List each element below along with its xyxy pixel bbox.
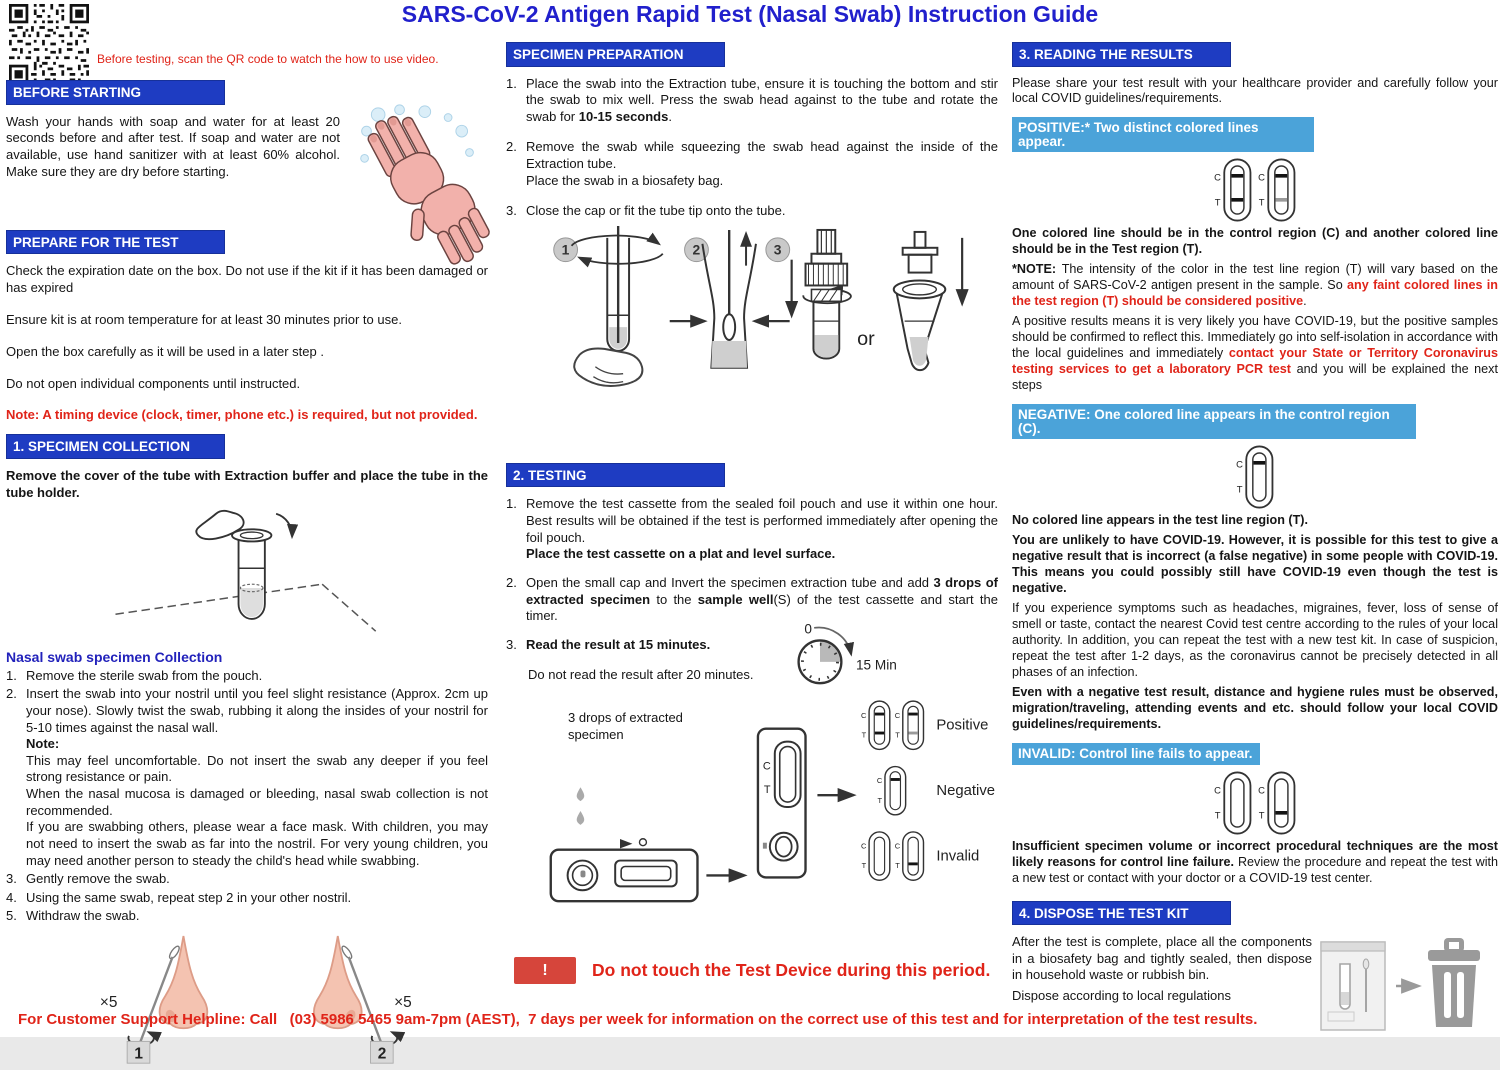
control-region-label: C — [762, 760, 771, 773]
step-number: 1. — [506, 496, 517, 512]
negative-p1: If you experience symptoms such as headaches, migraines, fever, loss of sense of smell or taste, contact the nearest Covid test centre according to the rules of your local authority. In addition, you can repeat the test with a new test kit. In case of suspicion, repeat the test after 1-2 days, as the coronavirus cannot be precisely detected in all phases of an infection. — [1012, 601, 1498, 680]
invalid-normal: Review the procedure and repeat the test with a new test or contact with your doctor or a COVID-19 test center. — [1012, 854, 1498, 885]
positive-note — [1012, 262, 1498, 310]
step-number: 4. — [6, 889, 17, 905]
drops-label: 3 drops of extracted specimen — [568, 710, 683, 742]
positive-header: POSITIVE:* Two distinct colored lines appear. — [1012, 117, 1314, 152]
specimen-preparation-diagram — [506, 224, 996, 452]
invalid-bold: Insufficient specimen volume or incorrect procedural techniques are the most likely reasons for control line failure. — [1012, 838, 1498, 869]
hand-washing-icon — [354, 102, 482, 238]
invalid-cassette-test-only — [1258, 771, 1296, 835]
step-number: 2. — [506, 139, 517, 155]
negative-b1: No colored line appears in the test line region (T). — [1012, 513, 1308, 528]
positive-result-label: Positive — [936, 718, 989, 735]
testing-step-3: Read the result at 15 minutes. — [526, 636, 711, 652]
invalid-result-label: Invalid — [936, 848, 980, 865]
timing-device-note: Note: A timing device (clock, timer, phone etc.) is required, but not provided. — [6, 407, 478, 423]
prep-step-2b: Place the swab in a biosafety bag. — [526, 172, 724, 188]
testing-step-2: Open the small cap and Invert the specimen extraction tube and add — [526, 574, 934, 590]
trash-can-icon — [1428, 938, 1480, 1027]
negative-header: NEGATIVE: One colored line appears in the control region (C). — [1012, 404, 1416, 439]
positive-cassette-strong — [1214, 158, 1252, 222]
invalid-text — [1012, 839, 1498, 887]
extraction-tube-holder-icon — [92, 506, 402, 638]
collection-note-label: Note: — [26, 736, 60, 752]
section-before-starting: BEFORE STARTING — [6, 80, 225, 105]
panel-3-number: 3 — [773, 241, 782, 258]
invalid-cassettes — [1012, 771, 1498, 835]
positive-note-mid: The intensity of the color in the test line region (T) will vary based on the amount of SARS-CoV-2 antigen present in the sample. So — [1012, 262, 1498, 293]
positive-p2-red: contact your State or Territory Coronavirus testing services to get a laboratory PCR test — [1012, 346, 1498, 377]
positive-line1: One colored line should be in the control region (C) and another colored line should be in the Test region (T). — [1012, 226, 1498, 257]
section-prepare: PREPARE FOR THE TEST — [6, 230, 225, 255]
step-number: 1. — [506, 75, 517, 91]
biosafety-bag-icon — [1321, 942, 1385, 1030]
middle-column — [506, 42, 998, 984]
positive-cassette-faint — [1258, 158, 1296, 222]
prep-step-3: Close the cap or fit the tube tip onto the tube. — [526, 203, 786, 219]
testing-step-1: Remove the test cassette from the sealed foil pouch and use it within one hour. Best results will be obtained if the test is performed immediately after opening the foil pouch. — [526, 496, 998, 545]
section-specimen-preparation: SPECIMEN PREPARATION — [506, 42, 725, 67]
timer-icon — [781, 621, 897, 691]
positive-cassettes — [1012, 158, 1498, 222]
prepare-p4: Do not open individual components until instructed. — [6, 375, 301, 391]
negative-cassette-control-only — [1236, 445, 1274, 509]
before-starting-text: Wash your hands with soap and water for at least 20 seconds before and after test. If soap and water are not available, use hand sanitizer with at least 60% alcohol. Make sure they are dry before starting. — [6, 113, 340, 180]
testing-step-1-bold: Place the test cassette on a plat and level surface. — [526, 546, 836, 562]
step-number: 2. — [506, 574, 517, 590]
nostril-1-tag: 1 — [134, 1045, 143, 1063]
timer-15min-label: 15 Min — [855, 657, 897, 673]
prep-step-1-end: . — [668, 108, 672, 124]
prep-step-1: Place the swab into the Extraction tube, ensure it is touching the bottom and stir the swab to mix well. Press the swab head against to the tube and rotate the swab for — [526, 75, 998, 124]
negative-cassette — [1012, 445, 1498, 509]
collection-note-1: This may feel uncomfortable. Do not insert the swab any deeper if you feel strong resistance or pain. — [26, 752, 488, 785]
test-region-label: T — [763, 784, 771, 797]
section-specimen-collection: 1. SPECIMEN COLLECTION — [6, 434, 225, 459]
prep-step-1-bold: 10-15 seconds — [578, 108, 669, 124]
collection-step-4: Using the same swab, repeat step 2 in your other nostril. — [26, 889, 352, 905]
testing-after-note: Do not read the result after 20 minutes. — [528, 667, 754, 683]
dispose-p2: Dispose according to local regulations — [1012, 987, 1231, 1003]
prep-step-2: Remove the swab while squeezing the swab head against the inside of the Extraction tube. — [526, 139, 998, 171]
prepare-p2: Ensure kit is at room temperature for at least 30 minutes prior to use. — [6, 311, 402, 327]
section-testing: 2. TESTING — [506, 463, 725, 488]
repeat-count-label: ×5 — [99, 993, 118, 1011]
positive-note-end: . — [1303, 294, 1307, 309]
right-column — [1012, 42, 1498, 1038]
step-number: 2. — [6, 686, 17, 702]
left-column — [6, 80, 488, 1070]
step-number: 3. — [506, 203, 517, 219]
step-number: 3. — [506, 636, 517, 652]
panel-2-number: 2 — [692, 241, 701, 258]
testing-step-2-end: (S) of the test cassette and start the timer. — [526, 591, 998, 624]
reading-intro: Please share your test result with your healthcare provider and carefully follow your local COVID guidelines/requirements. — [1012, 75, 1498, 106]
testing-step-2-mid: to the — [650, 591, 698, 607]
section-dispose: 4. DISPOSE THE TEST KIT — [1012, 901, 1231, 926]
customer-support-helpline: For Customer Support Helpline: Call (03) 5986 5465 9am-7pm (AEST), 7 days per week for information on the correct use of this test and for interpretation of the test results. — [18, 1011, 1258, 1028]
nasal-swab-subheader: Nasal swab specimen Collection — [6, 648, 223, 665]
invalid-header: INVALID: Control line fails to appear. — [1012, 743, 1260, 765]
section-reading-results: 3. READING THE RESULTS — [1012, 42, 1231, 67]
step-number: 5. — [6, 908, 17, 924]
collection-step-5: Withdraw the swab. — [26, 908, 140, 924]
testing-step-2-bold2: sample well — [697, 591, 774, 607]
page-title: SARS-CoV-2 Antigen Rapid Test (Nasal Swab) Instruction Guide — [401, 1, 1099, 27]
step-number: 3. — [6, 871, 17, 887]
qr-code — [9, 4, 89, 84]
positive-note-red: any faint colored lines in the test region (T) should be considered positive — [1012, 278, 1498, 309]
positive-p2-post: and you will be explained the next steps — [1012, 362, 1498, 393]
collection-note-3: If you are swabbing others, please wear a face mask. With children, you may not need to insert the swab as far into the nostril. For very young children, you may need another person to steady the child's head while swabbing. — [26, 819, 488, 868]
prepare-p1: Check the expiration date on the box. Do not use if the kit if it has been damaged or has expired — [6, 263, 488, 295]
repeat-count-label: ×5 — [394, 993, 412, 1011]
or-label: or — [857, 327, 875, 350]
nostril-2-tag: 2 — [377, 1045, 387, 1063]
collection-step-2: Insert the swab into your nostril until you feel slight resistance (Approx. 2cm up your nose). Slowly twist the swab, rubbing it along the insides of your nostril for 5-10 times against the nasal wall. — [26, 686, 488, 735]
dispose-icon — [1316, 934, 1496, 1038]
dispose-p1: After the test is complete, place all the components in a biosafety bag and tightly sealed, then dispose in household waste or rubbish bin. — [1012, 934, 1312, 983]
positive-p2-pre: A positive results means it is very likely you have COVID-19, but the positive samples should be confirmed to reflect this. Immediately go into self-isolation in accordance with the local guidelines and immediately — [1012, 314, 1498, 361]
qr-caption: Before testing, scan the QR code to watch the how to use video. — [97, 52, 439, 66]
positive-p2 — [1012, 314, 1498, 394]
invalid-cassette-blank — [1214, 771, 1252, 835]
negative-b3: Even with a negative test result, distance and hygiene rules must be observed, migration/traveling, attending events and etc. should follow your local COVID guidelines/requirements. — [1012, 685, 1498, 732]
collection-intro: Remove the cover of the tube with Extraction buffer and place the tube in the tube holder. — [6, 467, 488, 500]
prepare-p3: Open the box carefully as it will be used in a later step . — [6, 343, 324, 359]
panel-1-number: 1 — [561, 241, 570, 258]
warning-icon: ! — [514, 957, 576, 984]
do-not-touch-warning: Do not touch the Test Device during this period. — [592, 960, 991, 981]
negative-result-label: Negative — [936, 783, 996, 800]
collection-step-3: Gently remove the swab. — [26, 871, 170, 887]
collection-note-2: When the nasal mucosa is damaged or bleeding, nasal swab collection is not recommended. — [26, 786, 488, 818]
positive-note-label: *NOTE: — [1012, 262, 1057, 277]
negative-b2: You are unlikely to have COVID-19. However, it is possible for this test to give a negative result that is incorrect (a false negative) in some people with COVID-19. This means you could possibly still have COVID-19 even though the test is negative. — [1012, 533, 1498, 596]
step-number: 1. — [6, 667, 17, 683]
testing-step-2-bold1: 3 drops of extracted specimen — [526, 574, 998, 607]
timer-zero-label: 0 — [804, 621, 813, 637]
collection-step-1: Remove the sterile swab from the pouch. — [26, 667, 263, 683]
nasal-swab-noses-icon — [57, 927, 437, 1065]
